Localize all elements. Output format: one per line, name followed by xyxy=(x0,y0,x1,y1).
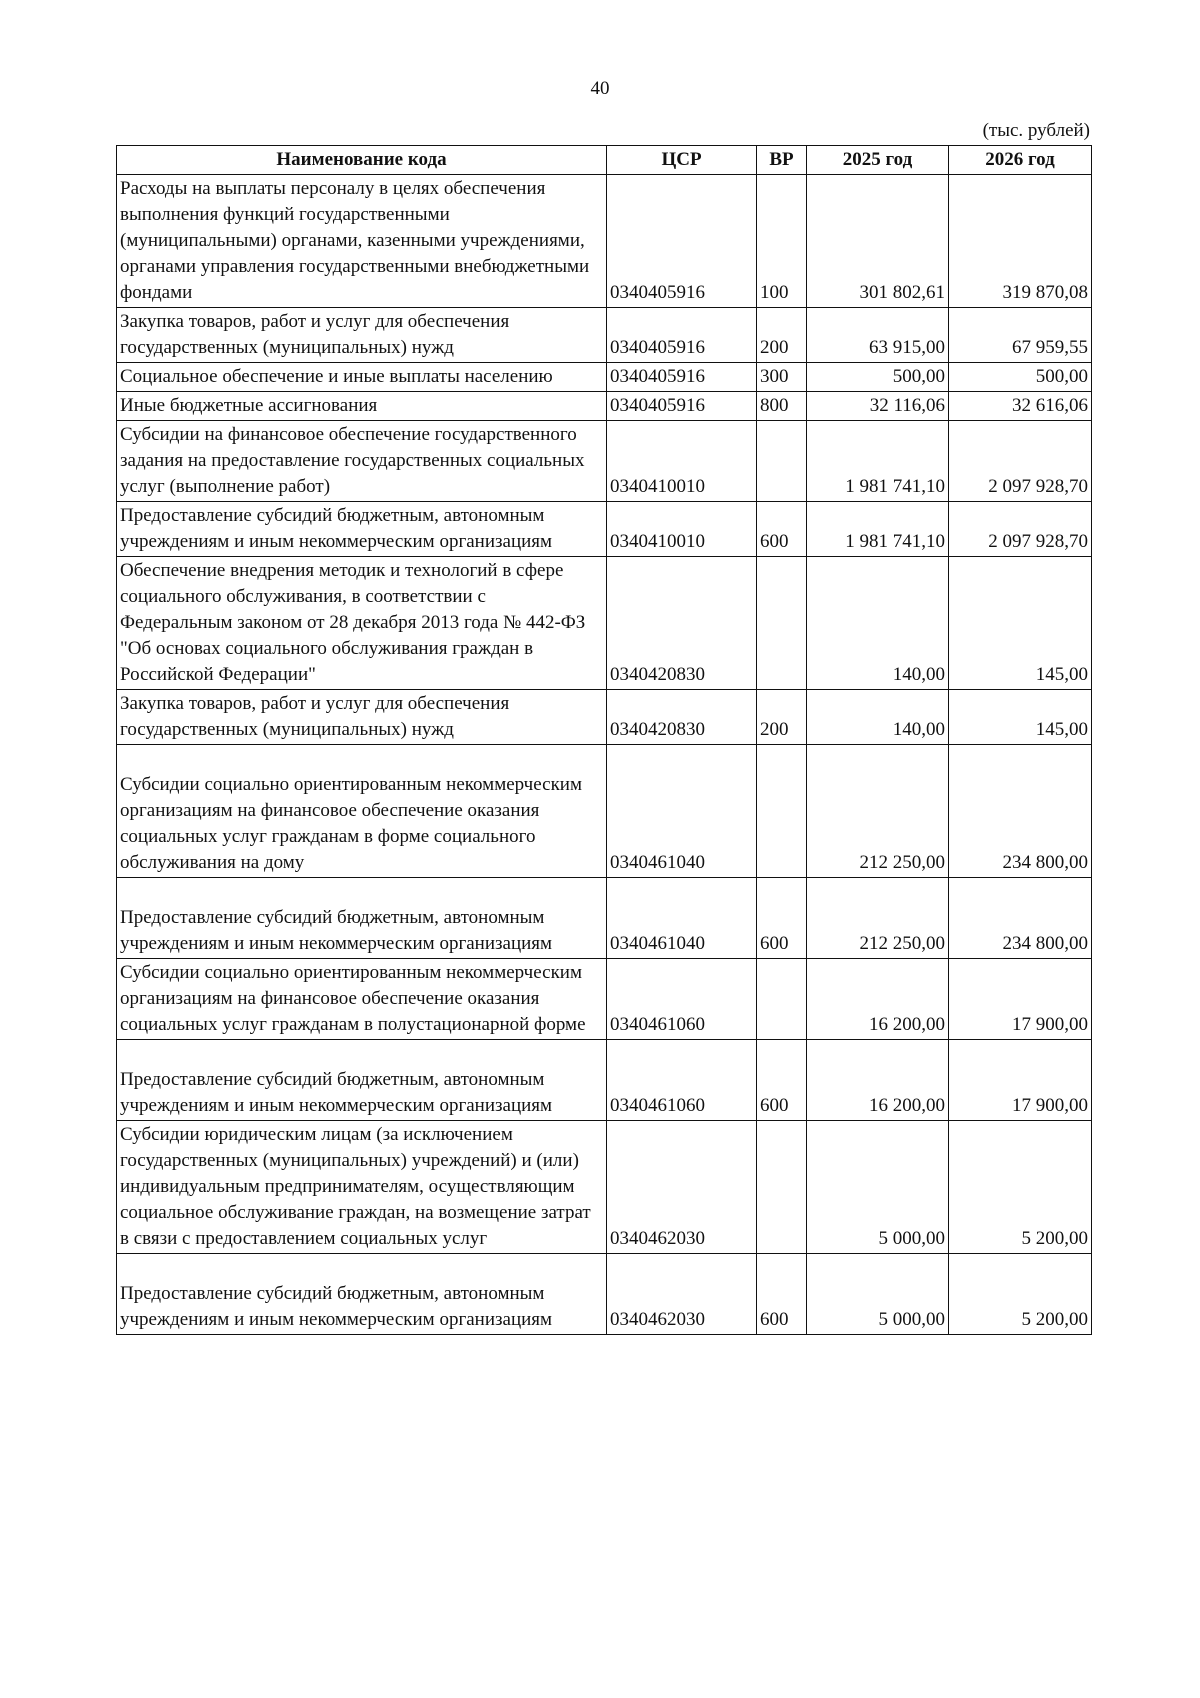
row-name xyxy=(117,363,607,392)
row-amount-2026-text: 145,00 xyxy=(1035,664,1088,685)
header-name: Наименование кода xyxy=(117,146,607,175)
row-vr-code xyxy=(757,690,807,745)
row-amount-2026-text: 500,00 xyxy=(1035,366,1088,387)
row-name-text: Субсидии на финансовое обеспечение государственного задания на предоставление государственных социальных услуг (выполнение работ) xyxy=(120,424,585,497)
row-csr-code-text: 0340410010 xyxy=(610,531,705,552)
row-name-text: Предоставление субсидий бюджетным, автономным учреждениям и иным некоммерческим организациям xyxy=(120,1283,553,1330)
row-vr-code xyxy=(757,959,807,1040)
row-csr-code xyxy=(607,959,757,1040)
row-amount-2025-text: 16 200,00 xyxy=(869,1095,945,1116)
row-amount-2025-text: 32 116,06 xyxy=(869,395,945,416)
row-vr-code xyxy=(757,421,807,502)
row-name xyxy=(117,690,607,745)
table-body xyxy=(117,175,1092,1335)
row-csr-code-text: 0340405916 xyxy=(610,395,705,416)
row-name-text: Субсидии социально ориентированным некоммерческим организациям на финансовое обеспечение оказания социальных услуг гражданам в форме социального обслуживания на дому xyxy=(120,774,583,873)
table-row xyxy=(117,959,1092,1040)
row-amount-2025 xyxy=(807,308,949,363)
row-csr-code xyxy=(607,878,757,959)
row-amount-2026 xyxy=(949,175,1092,308)
row-amount-2026 xyxy=(949,1121,1092,1254)
row-amount-2026 xyxy=(949,690,1092,745)
row-csr-code-text: 0340405916 xyxy=(610,337,705,358)
row-name-text: Предоставление субсидий бюджетным, автономным учреждениям и иным некоммерческим организациям xyxy=(120,907,553,954)
row-amount-2026 xyxy=(949,308,1092,363)
row-csr-code xyxy=(607,557,757,690)
row-amount-2025 xyxy=(807,745,949,878)
table-row xyxy=(117,363,1092,392)
row-amount-2025 xyxy=(807,690,949,745)
row-vr-code-text: 600 xyxy=(760,531,789,552)
row-amount-2026-text: 32 616,06 xyxy=(1012,395,1088,416)
row-amount-2025 xyxy=(807,1040,949,1121)
header-csr: ЦСР xyxy=(607,146,757,175)
row-amount-2025 xyxy=(807,502,949,557)
row-name xyxy=(117,175,607,308)
page-number: 40 xyxy=(590,78,610,99)
row-vr-code-text: 300 xyxy=(760,366,789,387)
table-row xyxy=(117,690,1092,745)
table-row xyxy=(117,1040,1092,1121)
units-label: (тыс. рублей) xyxy=(982,120,1090,141)
row-vr-code xyxy=(757,557,807,690)
row-amount-2026-text: 5 200,00 xyxy=(1021,1228,1088,1249)
table-row xyxy=(117,421,1092,502)
row-name xyxy=(117,1040,607,1121)
row-csr-code xyxy=(607,1121,757,1254)
row-vr-code-text: 200 xyxy=(760,719,789,740)
row-vr-code xyxy=(757,745,807,878)
row-name-text: Иные бюджетные ассигнования xyxy=(120,395,378,416)
table-row xyxy=(117,557,1092,690)
row-name xyxy=(117,392,607,421)
row-vr-code xyxy=(757,502,807,557)
row-vr-code-text: 800 xyxy=(760,395,789,416)
row-vr-code xyxy=(757,878,807,959)
row-amount-2026-text: 17 900,00 xyxy=(1012,1095,1088,1116)
row-csr-code-text: 0340405916 xyxy=(610,366,705,387)
row-amount-2025-text: 5 000,00 xyxy=(878,1228,945,1249)
row-amount-2026-text: 234 800,00 xyxy=(1002,933,1088,954)
row-vr-code xyxy=(757,1121,807,1254)
row-csr-code xyxy=(607,363,757,392)
row-name xyxy=(117,745,607,878)
row-amount-2026-text: 234 800,00 xyxy=(1002,852,1088,873)
row-vr-code xyxy=(757,392,807,421)
row-amount-2025 xyxy=(807,557,949,690)
row-vr-code xyxy=(757,1040,807,1121)
row-amount-2026-text: 5 200,00 xyxy=(1021,1309,1088,1330)
row-name xyxy=(117,1121,607,1254)
table-row xyxy=(117,392,1092,421)
row-csr-code xyxy=(607,1040,757,1121)
row-csr-code xyxy=(607,502,757,557)
row-amount-2025-text: 301 802,61 xyxy=(859,282,945,303)
row-vr-code xyxy=(757,308,807,363)
row-name-text: Обеспечение внедрения методик и технологий в сфере социального обслуживания, в соответствии с Федеральным законом от 28 декабря 2013 года № 442-ФЗ "Об основах социального обслуживания граждан в Российской Федерации" xyxy=(120,560,586,685)
row-name xyxy=(117,308,607,363)
row-amount-2025-text: 500,00 xyxy=(892,366,945,387)
table-row xyxy=(117,308,1092,363)
table-row xyxy=(117,878,1092,959)
row-amount-2025-text: 140,00 xyxy=(892,664,945,685)
row-amount-2025 xyxy=(807,421,949,502)
row-amount-2025 xyxy=(807,1254,949,1335)
row-csr-code xyxy=(607,421,757,502)
row-amount-2025-text: 5 000,00 xyxy=(878,1309,945,1330)
row-csr-code-text: 0340462030 xyxy=(610,1228,705,1249)
row-amount-2026-text: 17 900,00 xyxy=(1012,1014,1088,1035)
row-amount-2026 xyxy=(949,1040,1092,1121)
row-amount-2025-text: 140,00 xyxy=(892,719,945,740)
row-name xyxy=(117,502,607,557)
row-amount-2026-text: 2 097 928,70 xyxy=(988,531,1088,552)
table-row xyxy=(117,175,1092,308)
row-name-text: Социальное обеспечение и иные выплаты населению xyxy=(120,366,553,387)
row-amount-2025-text: 16 200,00 xyxy=(869,1014,945,1035)
row-name-text: Субсидии социально ориентированным некоммерческим организациям на финансовое обеспечение оказания социальных услуг гражданам в полустационарной форме xyxy=(120,962,586,1035)
row-vr-code xyxy=(757,1254,807,1335)
row-amount-2026 xyxy=(949,502,1092,557)
row-vr-code-text: 600 xyxy=(760,933,789,954)
row-amount-2026 xyxy=(949,392,1092,421)
row-name-text: Закупка товаров, работ и услуг для обеспечения государственных (муниципальных) нужд xyxy=(120,311,510,358)
row-amount-2026 xyxy=(949,421,1092,502)
row-amount-2026-text: 145,00 xyxy=(1035,719,1088,740)
row-name-text: Субсидии юридическим лицам (за исключением государственных (муниципальных) учреждений) и (или) индивидуальным предпринимателям, осуществляющим социальное обслуживание граждан, на возмещение затрат в связи с предоставлением социальных услуг xyxy=(120,1124,591,1249)
row-amount-2026 xyxy=(949,557,1092,690)
row-vr-code xyxy=(757,175,807,308)
row-amount-2026 xyxy=(949,363,1092,392)
row-name xyxy=(117,1254,607,1335)
row-name-text: Предоставление субсидий бюджетным, автономным учреждениям и иным некоммерческим организациям xyxy=(120,505,553,552)
budget-table xyxy=(116,145,1092,1335)
table-row xyxy=(117,745,1092,878)
table-header xyxy=(117,146,1092,175)
row-vr-code-text: 600 xyxy=(760,1309,789,1330)
row-amount-2026-text: 2 097 928,70 xyxy=(988,476,1088,497)
row-name xyxy=(117,557,607,690)
row-csr-code-text: 0340420830 xyxy=(610,664,705,685)
row-csr-code-text: 0340410010 xyxy=(610,476,705,497)
row-amount-2025-text: 212 250,00 xyxy=(859,933,945,954)
row-amount-2025 xyxy=(807,1121,949,1254)
row-amount-2025 xyxy=(807,175,949,308)
row-csr-code-text: 0340462030 xyxy=(610,1309,705,1330)
table-row xyxy=(117,502,1092,557)
row-amount-2025-text: 1 981 741,10 xyxy=(845,476,945,497)
row-name xyxy=(117,421,607,502)
row-csr-code-text: 0340461060 xyxy=(610,1014,705,1035)
row-amount-2025 xyxy=(807,363,949,392)
row-amount-2026 xyxy=(949,1254,1092,1335)
row-amount-2025-text: 63 915,00 xyxy=(869,337,945,358)
row-amount-2026 xyxy=(949,878,1092,959)
row-csr-code-text: 0340461040 xyxy=(610,852,705,873)
row-amount-2026-text: 319 870,08 xyxy=(1002,282,1088,303)
header-2026: 2026 год xyxy=(949,146,1092,175)
row-amount-2025 xyxy=(807,878,949,959)
row-name-text: Закупка товаров, работ и услуг для обеспечения государственных (муниципальных) нужд xyxy=(120,693,510,740)
row-amount-2026 xyxy=(949,745,1092,878)
row-csr-code xyxy=(607,308,757,363)
row-csr-code-text: 0340420830 xyxy=(610,719,705,740)
row-amount-2025-text: 212 250,00 xyxy=(859,852,945,873)
row-name-text: Предоставление субсидий бюджетным, автономным учреждениям и иным некоммерческим организациям xyxy=(120,1069,553,1116)
row-amount-2025 xyxy=(807,959,949,1040)
row-csr-code-text: 0340461060 xyxy=(610,1095,705,1116)
row-csr-code xyxy=(607,1254,757,1335)
row-name xyxy=(117,959,607,1040)
row-csr-code xyxy=(607,690,757,745)
header-2025: 2025 год xyxy=(807,146,949,175)
table-row xyxy=(117,1121,1092,1254)
row-csr-code xyxy=(607,392,757,421)
row-amount-2025 xyxy=(807,392,949,421)
row-vr-code-text: 200 xyxy=(760,337,789,358)
row-name-text: Расходы на выплаты персоналу в целях обеспечения выполнения функций государственными (муниципальными) органами, казенными учреждениями, органами управления государственными внебюджетными фондами xyxy=(120,178,590,303)
row-csr-code-text: 0340461040 xyxy=(610,933,705,954)
header-vr: ВР xyxy=(757,146,807,175)
row-amount-2025-text: 1 981 741,10 xyxy=(845,531,945,552)
row-vr-code xyxy=(757,363,807,392)
row-csr-code xyxy=(607,175,757,308)
row-csr-code-text: 0340405916 xyxy=(610,282,705,303)
table-row xyxy=(117,1254,1092,1335)
row-amount-2026-text: 67 959,55 xyxy=(1012,337,1088,358)
row-csr-code xyxy=(607,745,757,878)
row-amount-2026 xyxy=(949,959,1092,1040)
row-name xyxy=(117,878,607,959)
row-vr-code-text: 100 xyxy=(760,282,789,303)
row-vr-code-text: 600 xyxy=(760,1095,789,1116)
